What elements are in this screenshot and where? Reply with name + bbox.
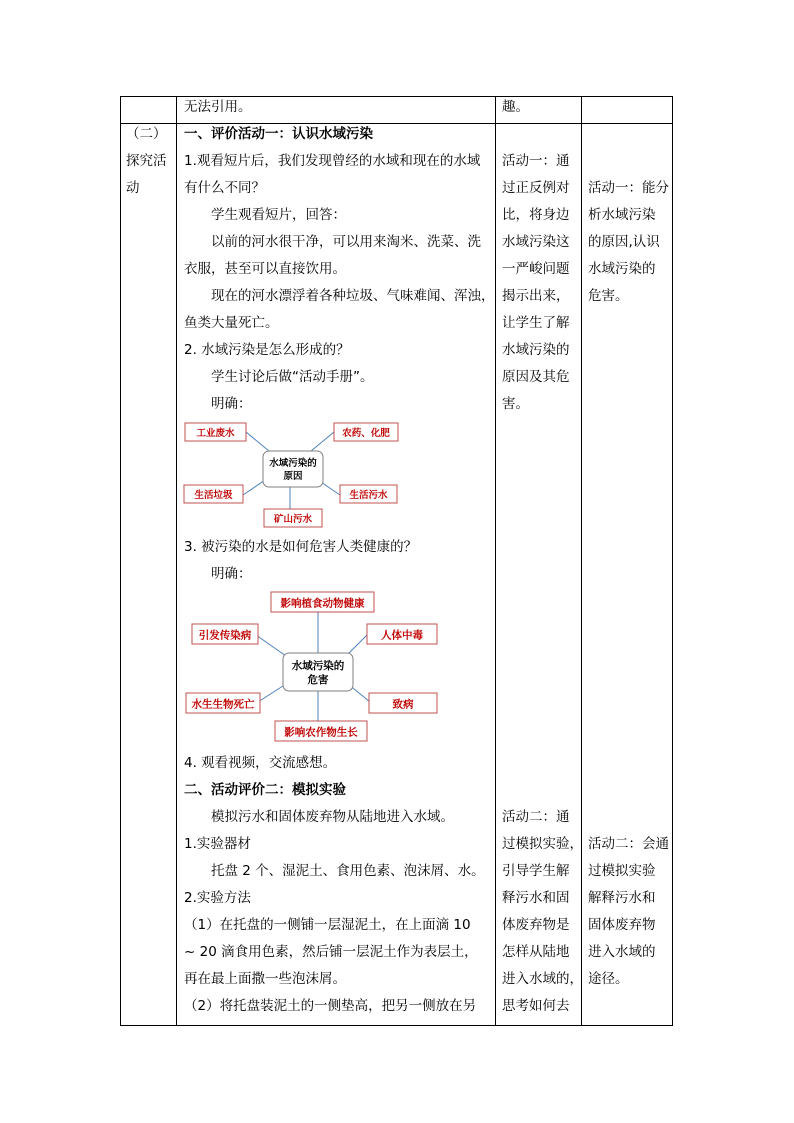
node-mine-sewage: 矿山污水 [273,514,313,525]
col3-activity2-line8: 思考如何去 [502,998,570,1014]
clarify-label-1: 明确： [211,396,252,412]
col4-activity1-line3: 的原因,认识 [588,234,660,250]
harms-diagram [182,588,444,744]
table-border-left [120,96,121,1026]
subheading-method: 2.实验方法 [184,890,251,906]
prev-row-content: 无法引用。 [184,99,252,115]
col3-activity1-line4: 水域污染这 [502,234,570,250]
col4-activity2-line2: 过模拟实验 [588,863,656,879]
paragraph-discussion: 学生讨论后做“活动手册”。 [211,369,374,385]
col4-activity1-line2: 析水域污染 [588,207,656,223]
col4-activity1-line1: 活动一：能分 [588,180,669,196]
col4-activity2-line4: 固体废弃物 [588,917,656,933]
col4-activity2-line5: 进入水域的 [588,944,656,960]
col3-activity2-line7: 进入水域的， [502,971,583,987]
node-domestic-sewage: 生活污水 [349,490,388,501]
paragraph-now-river-line1: 现在的河水漂浮着各种垃圾、气味难闻、浑浊， [211,288,495,304]
col3-activity1-line1: 活动一：通 [502,153,570,169]
paragraph-equipment: 托盘 2 个、湿泥土、食用色素、泡沫屑、水。 [211,863,485,879]
question-4: 4. 观看视频，交流感想。 [184,755,337,771]
clarify-label-2: 明确： [211,566,252,582]
subheading-equipment: 1.实验器材 [184,836,251,852]
col3-activity2-line5: 体废弃物是 [502,917,570,933]
col4-activity2-line6: 途径。 [588,971,629,987]
node-industrial-wastewater: 工业废水 [196,428,235,439]
question-2: 2. 水域污染是怎么形成的？ [184,342,350,358]
node-crop-growth: 影响农作物生长 [284,726,358,739]
col4-activity1-line5: 危害。 [588,288,629,304]
question-3: 3. 被污染的水是如何危害人类健康的？ [184,539,418,555]
section-name-line2: 动 [126,180,140,196]
col3-activity2-line3: 引导学生解 [502,863,570,879]
prev-row-col3: 趣。 [502,99,529,115]
col3-activity1-line9: 原因及其危 [502,369,570,385]
paragraph-students-watch: 学生观看短片，回答： [211,207,346,223]
col3-activity1-line8: 水域污染的 [502,342,570,358]
node-domestic-garbage: 生活垃圾 [194,490,233,501]
node-infectious-disease: 引发传染病 [198,629,252,642]
col3-activity1-line2: 过正反例对 [502,180,570,196]
table-border-right [672,96,673,1026]
col3-activity1-line6: 揭示出来， [502,288,570,304]
section-number: （二） [126,126,167,142]
causes-center-line1: 水域污染的 [269,458,317,469]
col3-activity1-line7: 让学生了解 [502,315,570,331]
question-1-line2: 有什么不同？ [184,180,265,196]
node-human-poisoning: 人体中毒 [381,629,423,642]
causes-diagram [180,418,400,530]
column-divider-2 [495,96,496,1026]
paragraph-simulate: 模拟污水和固体废弃物从陆地进入水域。 [211,809,454,825]
col3-activity1-line10: 害。 [502,396,529,412]
node-pesticide-fertilizer: 农药、化肥 [342,428,390,439]
method-step2-line1: （2）将托盘装泥土的一侧垫高，把另一侧放在另 [184,998,477,1014]
method-step1-line1: （1）在托盘的一侧铺一层湿泥土，在上面滴 10 [184,917,471,933]
method-step1-line3: 再在最上面撒一些泡沫屑。 [184,971,346,987]
paragraph-past-river-line2: 衣服，甚至可以直接饮用。 [184,261,346,277]
node-causes-disease: 致病 [392,698,414,711]
paragraph-past-river-line1: 以前的河水很干净，可以用来淘米、洗菜、洗 [211,234,481,250]
node-aquatic-death: 水生生物死亡 [191,698,255,711]
harms-center-line2: 危害 [307,674,329,686]
node-herbivore-health: 影响植食动物健康 [280,597,365,610]
col3-activity2-line6: 怎样从陆地 [502,944,570,960]
harms-center-line1: 水域污染的 [291,660,345,672]
col3-activity2-line4: 释污水和固 [502,890,570,906]
col3-activity2-line1: 活动二：通 [502,809,570,825]
col3-activity1-line3: 比，将身边 [502,207,570,223]
col3-activity2-line2: 过模拟实验， [502,836,583,852]
heading-activity-1: 一、评价活动一：认识水域污染 [184,126,373,142]
section-name-line1: 探究活 [126,153,167,169]
col3-activity1-line5: 一严峻问题 [502,261,570,277]
column-divider-3 [581,96,582,1026]
col4-activity2-line3: 解释污水和 [588,890,656,906]
heading-activity-2: 二、活动评价二：模拟实验 [184,782,346,798]
column-divider-1 [176,96,177,1026]
method-step1-line2: ~ 20 滴食用色素，然后铺一层泥土作为表层土， [184,944,478,960]
causes-center-line2: 原因 [283,471,303,482]
paragraph-now-river-line2: 鱼类大量死亡。 [184,315,279,331]
table-border-bottom [120,1025,673,1026]
question-1-line1: 1.观看短片后，我们发现曾经的水域和现在的水域 [184,153,481,169]
col4-activity2-line1: 活动二：会通 [588,836,669,852]
col4-activity1-line4: 水域污染的 [588,261,656,277]
